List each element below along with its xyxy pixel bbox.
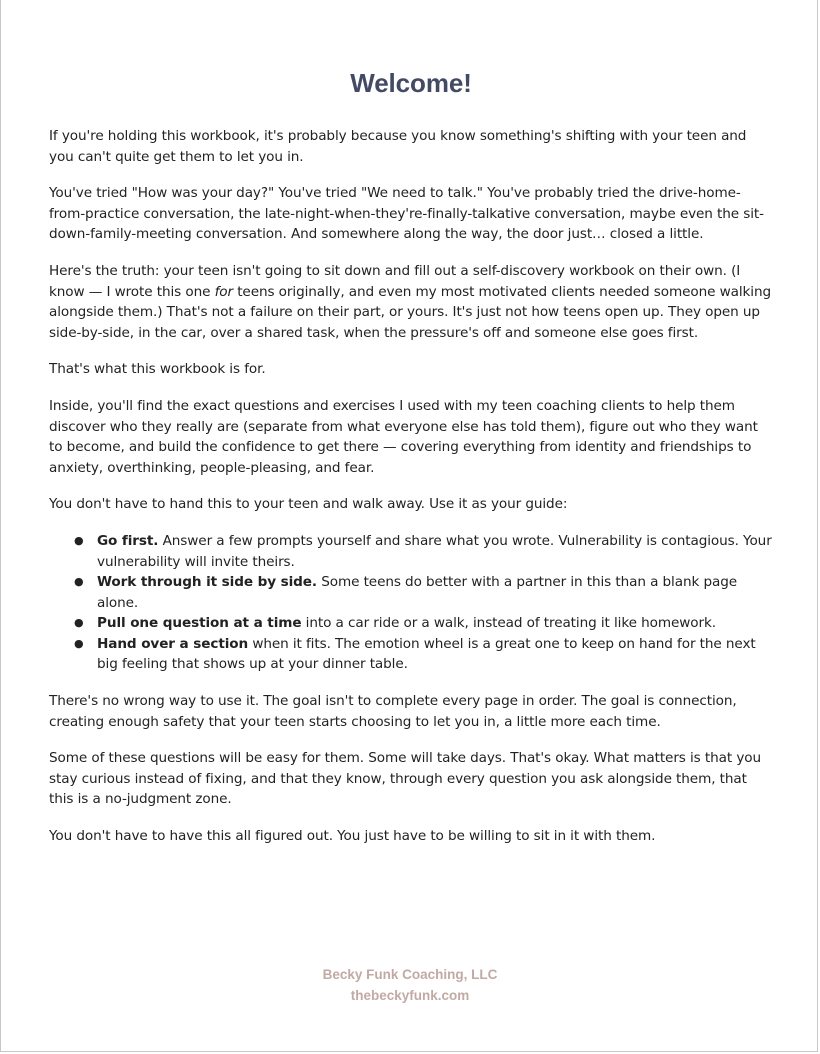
purpose-paragraph: That's what this workbook is for. — [49, 361, 266, 378]
guide-list — [49, 531, 773, 675]
footer-company: Becky Funk Coaching, LLC — [322, 967, 498, 982]
truth-text-end: teens originally, and even my most motivated clients needed someone walking alongside them.) That's not a failure on their part, or yours. It's just not how teens open up. They open up side-by-side, in the car, over a shared task, when the pressure's off and someone else goes first. — [49, 283, 772, 341]
truth-text-start: Here's the truth: your teen isn't going to sit down and fill out a self-discovery workbook on their own. (I know — I wrote this one — [49, 262, 741, 300]
list-item-heading: Go first. — [97, 532, 159, 549]
tried-paragraph: You've tried "How was your day?" You've tried "We need to talk." You've probably tried the drive-home-from-practice conversation, the late-night-when-they're-finally-talkative conversation, maybe even the sit-down-family-meeting conversation. And somewhere along the way, the door just… closed a little. — [49, 185, 764, 243]
page-footer — [1, 964, 819, 1006]
closing-paragraph: You don't have to have this all figured out. You just have to be willing to sit in it with them. — [49, 828, 656, 845]
list-item-heading: Work through it side by side. — [97, 574, 317, 591]
list-item — [97, 613, 773, 634]
page-title: Welcome! — [350, 68, 472, 98]
list-item-heading: Hand over a section — [97, 635, 249, 652]
list-item-heading: Pull one question at a time — [97, 615, 302, 632]
inside-paragraph: Inside, you'll find the exact questions and exercises I used with my teen coaching clients to help them discover who they really are (separate from what everyone else has told them), figure out who they want to become, and build the confidence to get there — covering everything from identity and friendships to anxiety, overthinking, people-pleasing, and fear. — [49, 397, 758, 476]
footer-website: thebeckyfunk.com — [350, 988, 470, 1003]
questions-paragraph: Some of these questions will be easy for them. Some will take days. That's okay. What matters is that you stay curious instead of fixing, and that they know, through every question you ask alongside them, that this is a no-judgment zone. — [49, 750, 761, 808]
list-item — [97, 634, 773, 675]
list-item-text: into a car ride or a walk, instead of treating it like homework. — [301, 615, 716, 632]
page-content — [49, 66, 773, 863]
list-item-text: when it fits. The emotion wheel is a great one to keep on hand for the next big feeling that shows up at your dinner table. — [97, 635, 756, 673]
list-item — [97, 531, 773, 572]
list-item-text: Some teens do better with a partner in this than a blank page alone. — [97, 574, 738, 611]
truth-emphasis: for — [214, 283, 233, 300]
list-item — [97, 572, 773, 613]
intro-paragraph: If you're holding this workbook, it's probably because you know something's shifting with your teen and you can't quite get them to let you in. — [49, 128, 747, 165]
truth-paragraph — [49, 261, 773, 343]
list-item-text: Answer a few prompts yourself and share what you wrote. Vulnerability is contagious. Your vulnerability will invite theirs. — [97, 532, 772, 570]
guide-intro-paragraph: You don't have to hand this to your teen and walk away. Use it as your guide: — [49, 496, 568, 513]
no-wrong-way-paragraph: There's no wrong way to use it. The goal isn't to complete every page in order. The goal is connection, creating enough safety that your teen starts choosing to let you in, a little more each time. — [49, 693, 737, 730]
